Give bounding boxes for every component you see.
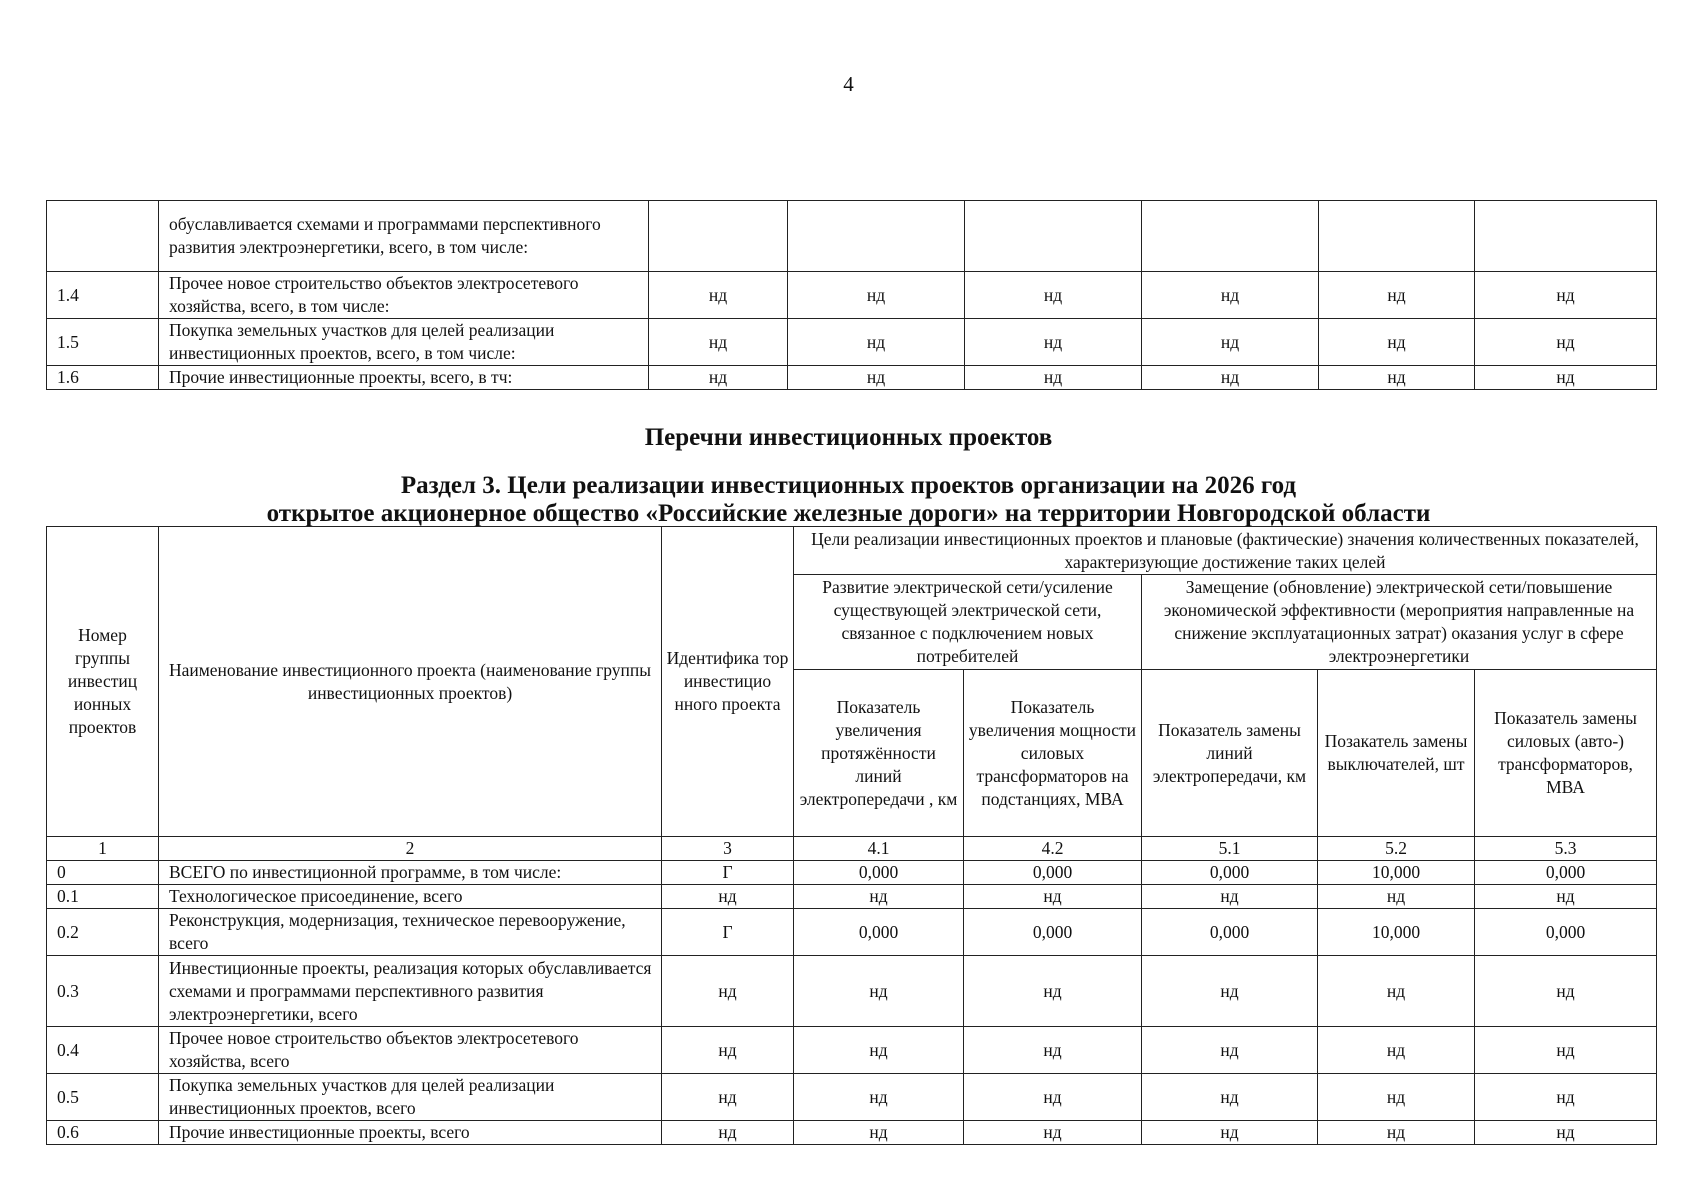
value-cell: нд [1475, 366, 1657, 390]
header-indicator-5-3: Показатель замены силовых (авто-) трансформаторов, МВА [1475, 670, 1657, 837]
value-cell: 10,000 [1318, 861, 1475, 885]
row-name: Реконструкция, модернизация, техническое перевооружение, всего [159, 909, 662, 956]
column-number: 5.1 [1142, 837, 1318, 861]
row-number: 0.3 [47, 956, 159, 1027]
table-row [47, 366, 1657, 390]
list-title: Перечни инвестиционных проектов [644, 424, 1053, 451]
row-identifier: нд [662, 1121, 794, 1145]
table-row [47, 861, 1657, 885]
value-cell: 0,000 [964, 861, 1142, 885]
row-number: 0.6 [47, 1121, 159, 1145]
value-cell: нд [1142, 1074, 1318, 1121]
value-cell: нд [788, 366, 965, 390]
value-cell [1475, 201, 1657, 272]
column-number: 4.2 [964, 837, 1142, 861]
column-number: 2 [159, 837, 662, 861]
row-identifier: нд [662, 1027, 794, 1074]
header-goals: Цели реализации инвестиционных проектов и плановые (фактические) значения количественных показателей, характеризующие достижение таких целей [794, 527, 1657, 575]
row-number [47, 201, 159, 272]
column-number: 5.2 [1318, 837, 1475, 861]
value-cell [788, 201, 965, 272]
header-group-5: Замещение (обновление) электрической сети/повышение экономической эффективности (мероприятия направленные на снижение эксплуатационных затрат) оказания услуг в сфере электроэнергетики [1142, 575, 1657, 670]
table-row [47, 319, 1657, 366]
value-cell [965, 201, 1142, 272]
value-cell: нд [965, 272, 1142, 319]
value-cell: нд [794, 1121, 964, 1145]
value-cell: нд [1142, 885, 1318, 909]
value-cell: нд [794, 1027, 964, 1074]
value-cell: нд [1318, 885, 1475, 909]
row-identifier: нд [662, 885, 794, 909]
value-cell: нд [965, 319, 1142, 366]
header-indicator-4-2: Показатель увеличения мощности силовых трансформаторов на подстанциях, МВА [964, 670, 1142, 837]
value-cell: нд [649, 319, 788, 366]
value-cell: 0,000 [1475, 909, 1657, 956]
value-cell: нд [1318, 1074, 1475, 1121]
row-number: 0 [47, 861, 159, 885]
value-cell: нд [794, 956, 964, 1027]
value-cell: нд [1475, 272, 1657, 319]
header-row [47, 527, 1657, 575]
row-number: 0.4 [47, 1027, 159, 1074]
column-number: 3 [662, 837, 794, 861]
value-cell: нд [964, 1074, 1142, 1121]
value-cell: нд [1142, 956, 1318, 1027]
value-cell: нд [964, 885, 1142, 909]
row-name: ВСЕГО по инвестиционной программе, в том числе: [159, 861, 662, 885]
top-table-continuation [46, 200, 1657, 390]
column-number: 5.3 [1475, 837, 1657, 861]
value-cell: нд [1319, 272, 1475, 319]
value-cell: нд [1475, 1074, 1657, 1121]
value-cell: нд [964, 956, 1142, 1027]
row-name: обуславливается схемами и программами перспективного развития электроэнергетики, всего, в том числе: [159, 201, 649, 272]
header-group-number: Номер группы инвестиц ионных проектов [47, 527, 159, 837]
header-group-4: Развитие электрической сети/усиление существующей электрической сети, связанное с подключением новых потребителей [794, 575, 1142, 670]
row-name: Покупка земельных участков для целей реализации инвестиционных проектов, всего, в том числе: [159, 319, 649, 366]
value-cell: нд [1475, 956, 1657, 1027]
column-number: 4.1 [794, 837, 964, 861]
section-title [0, 472, 1697, 528]
value-cell: 0,000 [794, 909, 964, 956]
value-cell: 0,000 [1142, 861, 1318, 885]
row-name: Прочие инвестиционные проекты, всего, в тч: [159, 366, 649, 390]
value-cell: нд [649, 366, 788, 390]
table-row [47, 272, 1657, 319]
header-indicator-4-1: Показатель увеличения протяжённости линий электропередачи , км [794, 670, 964, 837]
row-number: 0.5 [47, 1074, 159, 1121]
value-cell: нд [964, 1027, 1142, 1074]
value-cell: нд [788, 272, 965, 319]
value-cell: 0,000 [1142, 909, 1318, 956]
row-name: Покупка земельных участков для целей реализации инвестиционных проектов, всего [159, 1074, 662, 1121]
value-cell: нд [788, 319, 965, 366]
value-cell: нд [1142, 319, 1319, 366]
table-row [47, 1027, 1657, 1074]
value-cell: нд [1475, 1121, 1657, 1145]
header-indicator-5-2: Позакатель замены выключателей, шт [1318, 670, 1475, 837]
row-number: 0.2 [47, 909, 159, 956]
value-cell: нд [1318, 1027, 1475, 1074]
header-identifier: Идентифика тор инвестицио нного проекта [662, 527, 794, 837]
table-row [47, 885, 1657, 909]
value-cell: нд [1318, 1121, 1475, 1145]
value-cell: нд [1142, 1027, 1318, 1074]
table-row [47, 1074, 1657, 1121]
row-name: Прочие инвестиционные проекты, всего [159, 1121, 662, 1145]
value-cell: нд [1475, 1027, 1657, 1074]
row-name: Прочее новое строительство объектов электросетевого хозяйства, всего, в том числе: [159, 272, 649, 319]
table-row [47, 1121, 1657, 1145]
table-row [47, 909, 1657, 956]
value-cell: нд [1475, 885, 1657, 909]
row-number: 0.1 [47, 885, 159, 909]
investment-goals-table [46, 526, 1657, 1145]
header-project-name: Наименование инвестиционного проекта (наименование группы инвестиционных проектов) [159, 527, 662, 837]
table-row [47, 956, 1657, 1027]
value-cell: нд [1319, 319, 1475, 366]
row-identifier: нд [662, 1074, 794, 1121]
column-number: 1 [47, 837, 159, 861]
row-identifier: Г [662, 861, 794, 885]
header-indicator-5-1: Показатель замены линий электропередачи, км [1142, 670, 1318, 837]
row-number: 1.6 [47, 366, 159, 390]
row-name: Технологическое присоединение, всего [159, 885, 662, 909]
row-number: 1.4 [47, 272, 159, 319]
value-cell: нд [649, 272, 788, 319]
value-cell [1319, 201, 1475, 272]
value-cell: нд [794, 1074, 964, 1121]
row-identifier: нд [662, 956, 794, 1027]
value-cell: 0,000 [964, 909, 1142, 956]
value-cell [649, 201, 788, 272]
value-cell [1142, 201, 1319, 272]
section-title-line-2: открытое акционерное общество «Российские железные дороги» на территории Новгородской области [266, 500, 1431, 527]
value-cell: нд [794, 885, 964, 909]
section-title-line-1: Раздел 3. Цели реализации инвестиционных проектов организации на 2026 год [400, 472, 1297, 499]
value-cell: нд [1142, 272, 1319, 319]
row-number: 1.5 [47, 319, 159, 366]
value-cell: нд [1142, 1121, 1318, 1145]
value-cell: 10,000 [1318, 909, 1475, 956]
row-identifier: Г [662, 909, 794, 956]
row-name: Инвестиционные проекты, реализация которых обуславливается схемами и программами перспективного развития электроэнергетики, всего [159, 956, 662, 1027]
value-cell: нд [1318, 956, 1475, 1027]
column-number-row [47, 837, 1657, 861]
table-row [47, 201, 1657, 272]
value-cell: нд [965, 366, 1142, 390]
value-cell: нд [1319, 366, 1475, 390]
value-cell: 0,000 [1475, 861, 1657, 885]
value-cell: 0,000 [794, 861, 964, 885]
value-cell: нд [1475, 319, 1657, 366]
value-cell: нд [1142, 366, 1319, 390]
value-cell: нд [964, 1121, 1142, 1145]
page-number: 4 [843, 72, 854, 96]
row-name: Прочее новое строительство объектов электросетевого хозяйства, всего [159, 1027, 662, 1074]
